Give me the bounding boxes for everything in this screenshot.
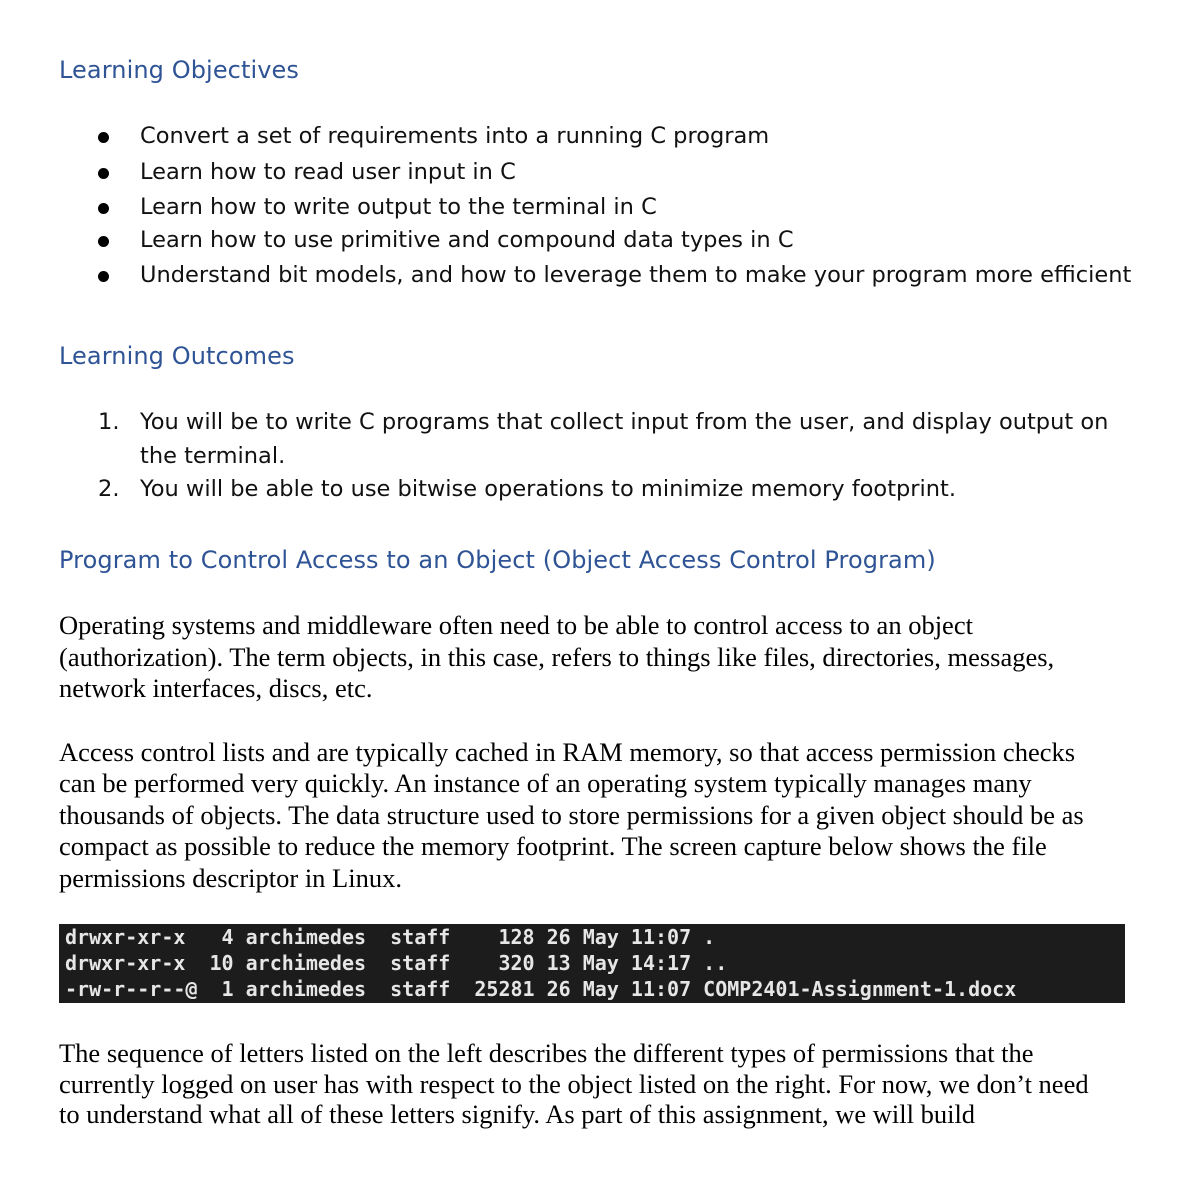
paragraph-line: compact as possible to reduce the memory footprint. The screen capture below shows the file [59, 831, 1047, 861]
outcome-number: 2. [98, 476, 120, 502]
objective-item: Convert a set of requirements into a running C program [140, 123, 770, 149]
terminal-line: drwxr-xr-x 4 archimedes staff 128 26 May 11:07 . [65, 925, 716, 949]
paragraph-line: Operating systems and middleware often need to be able to control access to an object [59, 610, 973, 640]
terminal-screenshot [59, 924, 1125, 1003]
paragraph-line: permissions descriptor in Linux. [59, 863, 402, 893]
learning-objectives-heading: Learning Objectives [59, 56, 300, 84]
paragraph-line: (authorization). The term objects, in this case, refers to things like files, directories, messages, [59, 642, 1055, 672]
objective-item: Understand bit models, and how to leverage them to make your program more efficient [140, 262, 1132, 288]
bullet-icon [98, 132, 109, 143]
paragraph-line: The sequence of letters listed on the left describes the different types of permissions that the [59, 1038, 1034, 1068]
bullet-icon [98, 236, 109, 247]
paragraph-line: can be performed very quickly. An instance of an operating system typically manages many [59, 768, 1032, 798]
paragraph-line: currently logged on user has with respect to the object listed on the right. For now, we don’t need [59, 1069, 1089, 1099]
outcome-number: 1. [98, 409, 120, 435]
paragraph-line: thousands of objects. The data structure used to store permissions for a given object should be as [59, 800, 1084, 830]
paragraph-line: to understand what all of these letters signify. As part of this assignment, we will build [59, 1099, 976, 1129]
objective-item: Learn how to write output to the terminal in C [140, 194, 657, 220]
terminal-line: -rw-r--r--@ 1 archimedes staff 25281 26 May 11:07 COMP2401-Assignment-1.docx [65, 977, 1017, 1001]
outcome-item-line: You will be to write C programs that collect input from the user, and display output on [140, 409, 1109, 435]
bullet-icon [98, 271, 109, 282]
learning-outcomes-heading: Learning Outcomes [59, 342, 295, 370]
outcome-item-line: the terminal. [140, 443, 286, 469]
objective-item: Learn how to use primitive and compound data types in C [140, 227, 794, 253]
objective-item: Learn how to read user input in C [140, 159, 516, 185]
paragraph-line: Access control lists and are typically cached in RAM memory, so that access permission checks [59, 737, 1076, 767]
bullet-icon [98, 203, 109, 214]
paragraph-line: network interfaces, discs, etc. [59, 673, 373, 703]
program-heading: Program to Control Access to an Object (Object Access Control Program) [59, 546, 936, 574]
terminal-line: drwxr-xr-x 10 archimedes staff 320 13 May 14:17 .. [65, 951, 728, 975]
outcome-item-line: You will be able to use bitwise operations to minimize memory footprint. [140, 476, 957, 502]
bullet-icon [98, 168, 109, 179]
